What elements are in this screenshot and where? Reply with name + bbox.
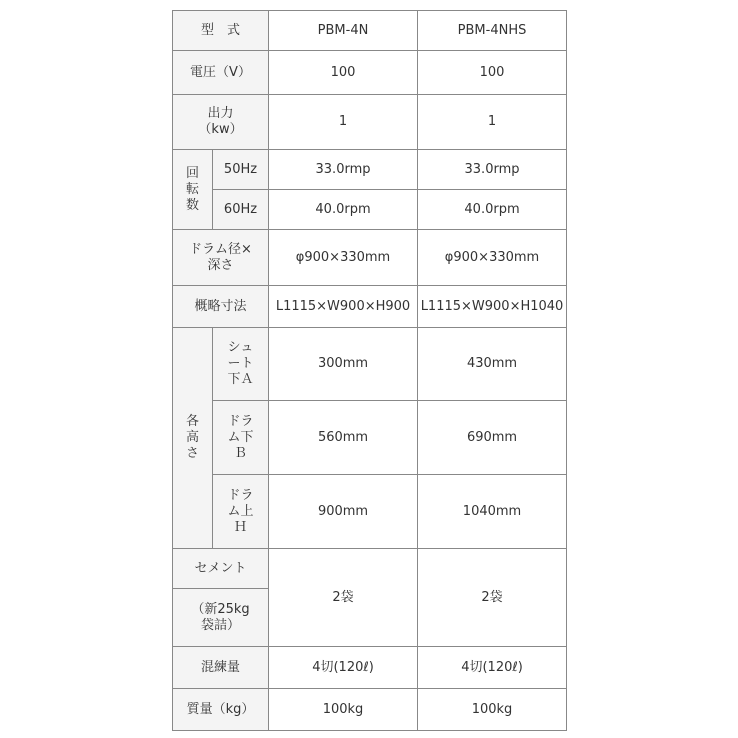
table-row xyxy=(173,328,567,401)
drum-upper-label-line: ム上 xyxy=(227,503,254,519)
size-label: 概略寸法 xyxy=(173,286,269,328)
table-row xyxy=(173,689,567,731)
hz60-col2: 40.0rpm xyxy=(418,190,567,230)
header-col1: PBM-4N xyxy=(269,11,418,51)
chute-label-line: シュ xyxy=(227,340,254,355)
drum-upper-col2: 1040mm xyxy=(418,475,567,549)
mass-col2: 100kg xyxy=(418,689,567,731)
drum-lower-col1: 560mm xyxy=(269,401,418,475)
cement-label: セメント xyxy=(173,549,269,589)
table-row xyxy=(173,51,567,95)
output-col2: 1 xyxy=(418,95,567,150)
cement-col2: 2袋 xyxy=(418,549,567,647)
hz50-col2: 33.0rmp xyxy=(418,150,567,190)
cement-sub-line2: 袋詰） xyxy=(201,617,241,633)
drum-upper-col1: 900mm xyxy=(269,475,418,549)
rotation-char: 転 xyxy=(185,181,199,197)
drum-upper-label xyxy=(213,475,269,549)
rotation-char: 数 xyxy=(185,197,199,213)
table-row xyxy=(173,401,567,475)
hz60-col1: 40.0rpm xyxy=(269,190,418,230)
mixing-col2: 4切(120ℓ) xyxy=(418,647,567,689)
chute-label-line: 下Ａ xyxy=(227,372,254,387)
drum-lower-label-line: ドラ xyxy=(227,413,254,429)
table-row xyxy=(173,286,567,328)
drum-label xyxy=(173,230,269,286)
mixing-label: 混練量 xyxy=(173,647,269,689)
drum-label-line1: ドラム径× xyxy=(189,241,252,257)
drum-lower-label-line: Ｂ xyxy=(234,445,248,461)
voltage-col2: 100 xyxy=(418,51,567,95)
cement-sub-label xyxy=(173,589,269,647)
chute-col1: 300mm xyxy=(269,328,418,401)
drum-col1: φ900×330mm xyxy=(269,230,418,286)
table-row xyxy=(173,95,567,150)
rotation-group-label xyxy=(173,150,213,230)
output-label-line1: 出力 xyxy=(207,106,234,121)
chute-label xyxy=(213,328,269,401)
header-label: 型 式 xyxy=(173,11,269,51)
output-col1: 1 xyxy=(269,95,418,150)
size-col2: L1115×W900×H1040 xyxy=(418,286,567,328)
cement-col1: 2袋 xyxy=(269,549,418,647)
rotation-char: 回 xyxy=(185,165,199,181)
voltage-col1: 100 xyxy=(269,51,418,95)
drum-lower-col2: 690mm xyxy=(418,401,567,475)
drum-col2: φ900×330mm xyxy=(418,230,567,286)
hz50-col1: 33.0rmp xyxy=(269,150,418,190)
drum-label-line2: 深さ xyxy=(207,257,234,273)
hz50-label: 50Hz xyxy=(213,150,269,190)
table-row xyxy=(173,647,567,689)
size-col1: L1115×W900×H900 xyxy=(269,286,418,328)
output-label-line2: （kw） xyxy=(198,122,243,137)
header-col2: PBM-4NHS xyxy=(418,11,567,51)
voltage-label: 電圧（V） xyxy=(173,51,269,95)
mass-label: 質量（kg） xyxy=(173,689,269,731)
table-row xyxy=(173,190,567,230)
heights-char: 各 xyxy=(185,414,199,429)
table-row xyxy=(173,11,567,51)
cement-sub-line1: （新25kg xyxy=(191,601,250,617)
drum-upper-label-line: Ｈ xyxy=(234,519,248,535)
chute-label-line: ート xyxy=(227,356,254,371)
table-row xyxy=(173,150,567,190)
chute-col2: 430mm xyxy=(418,328,567,401)
output-label xyxy=(173,95,269,150)
heights-char: 高 xyxy=(185,430,199,445)
hz60-label: 60Hz xyxy=(213,190,269,230)
table-row xyxy=(173,230,567,286)
table-row xyxy=(173,549,567,589)
heights-group-label xyxy=(173,328,213,549)
table-row xyxy=(173,475,567,549)
spec-table xyxy=(172,10,567,731)
heights-char: さ xyxy=(185,446,199,461)
drum-lower-label-line: ム下 xyxy=(227,429,254,445)
mass-col1: 100kg xyxy=(269,689,418,731)
drum-lower-label xyxy=(213,401,269,475)
mixing-col1: 4切(120ℓ) xyxy=(269,647,418,689)
drum-upper-label-line: ドラ xyxy=(227,487,254,503)
